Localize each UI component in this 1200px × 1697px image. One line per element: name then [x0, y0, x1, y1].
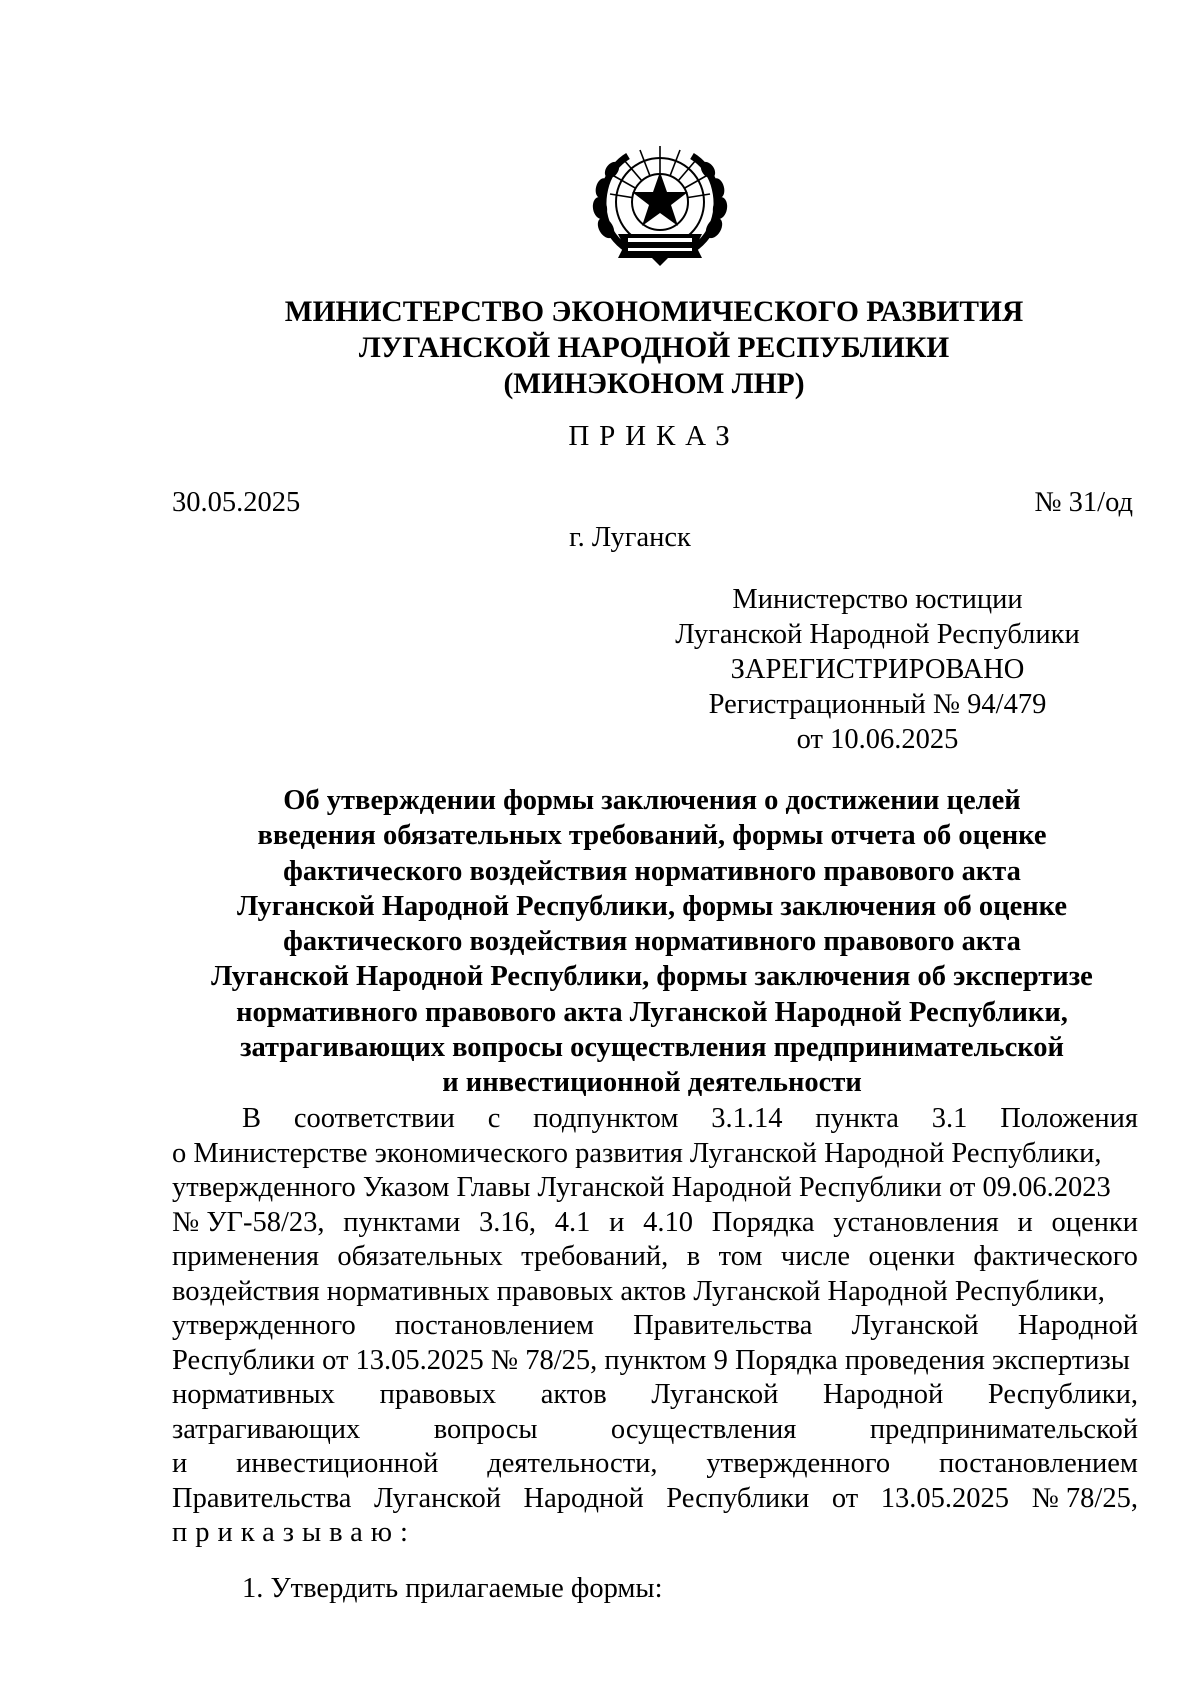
- body-word: оценки: [1051, 1206, 1138, 1238]
- body-word: Положения: [1000, 1103, 1138, 1134]
- body-line: [172, 1275, 1138, 1310]
- body-word: установления: [833, 1206, 999, 1238]
- body-line: [172, 1482, 1138, 1517]
- body-word: инвестиционной: [236, 1448, 439, 1479]
- body-word: соответствии: [293, 1103, 455, 1134]
- body-word: Правительства: [172, 1482, 352, 1514]
- title-line: фактического воздействия нормативного правового акта: [283, 926, 1021, 958]
- body-word: пунктами: [343, 1206, 461, 1238]
- body-word: подпунктом: [533, 1103, 679, 1134]
- registration-line-3: ЗАРЕГИСТРИРОВАНО: [730, 654, 1025, 685]
- order-city: г. Луганск: [569, 522, 691, 553]
- body-line: [172, 1309, 1138, 1344]
- body-word: 13.05.2025: [880, 1482, 1010, 1514]
- body-word: обязательных: [337, 1241, 503, 1272]
- body-line: [172, 1344, 1138, 1379]
- order-title: [172, 783, 1132, 1101]
- body-word: № УГ-58/23,: [172, 1206, 325, 1238]
- body-word: постановлением: [939, 1448, 1138, 1479]
- body-word: воздействия нормативных правовых актов Луганской Народной Республики,: [172, 1275, 1105, 1307]
- body-word: том: [718, 1241, 763, 1272]
- ministry-abbreviation: (МИНЭКОНОМ ЛНР): [503, 368, 805, 400]
- body-word: 4.10: [643, 1206, 693, 1238]
- order-number: № 31/од: [1034, 487, 1133, 518]
- body-word: затрагивающих: [172, 1413, 361, 1445]
- body-word: деятельности,: [487, 1448, 658, 1479]
- body-word: вопросы: [433, 1413, 538, 1445]
- registration-line-1: Министерство юстиции: [732, 584, 1023, 615]
- body-line: [172, 1413, 1138, 1448]
- body-word: предпринимательской: [869, 1413, 1138, 1445]
- body-word: о Министерстве экономического развития Луганской Народной Республики,: [172, 1137, 1102, 1169]
- body-word: от: [831, 1482, 859, 1514]
- body-word: 3.16,: [478, 1206, 536, 1238]
- body-word: осуществления: [610, 1413, 797, 1445]
- body-word: нормативных: [172, 1379, 335, 1410]
- body-word: 3.1.14: [711, 1103, 783, 1134]
- body-word: правовых: [379, 1379, 497, 1410]
- body-word: В: [242, 1103, 262, 1134]
- body-word: Луганской: [373, 1482, 501, 1514]
- body-word: утвержденного: [172, 1310, 356, 1341]
- registration-line-5: от 10.06.2025: [796, 724, 959, 755]
- body-word: утвержденного: [706, 1448, 891, 1479]
- coat-of-arms-emblem: [592, 142, 728, 268]
- body-line: [172, 1206, 1138, 1241]
- title-line: фактического воздействия нормативного правового акта: [283, 855, 1021, 887]
- body-line: [172, 1137, 1138, 1172]
- title-line: и инвестиционной деятельности: [442, 1067, 862, 1099]
- body-line: [172, 1378, 1138, 1413]
- body-line: [172, 1171, 1138, 1206]
- body-word: и: [1017, 1206, 1033, 1238]
- order-date: 30.05.2025: [172, 487, 301, 518]
- title-line: затрагивающих вопросы осуществления предпринимательской: [240, 1032, 1064, 1064]
- body-line: [172, 1102, 1138, 1137]
- body-line: [172, 1447, 1138, 1482]
- body-word: фактического: [973, 1241, 1138, 1272]
- order-word-line: [172, 1516, 1138, 1551]
- body-word: № 78/25,: [1031, 1482, 1138, 1514]
- body-word: Правительства: [633, 1310, 813, 1341]
- body-word: и: [172, 1448, 188, 1479]
- document-type: ПРИКАЗ: [568, 420, 740, 452]
- body-word: Луганской: [851, 1310, 979, 1341]
- body-word: применения: [172, 1241, 319, 1272]
- body-word: с: [487, 1103, 501, 1134]
- title-line: Луганской Народной Республики, формы заключения об экспертизе: [211, 961, 1093, 993]
- body-word: Республики,: [987, 1379, 1138, 1410]
- title-line: введения обязательных требований, формы отчета об оценке: [257, 820, 1047, 852]
- body-word: требований,: [521, 1241, 669, 1272]
- registration-stamp: [665, 582, 1090, 757]
- ministry-name-line-1: МИНИСТЕРСТВО ЭКОНОМИЧЕСКОГО РАЗВИТИЯ: [284, 296, 1024, 328]
- order-word: приказываю:: [172, 1517, 416, 1548]
- body-word: Народной: [823, 1379, 944, 1410]
- body-word: актов: [540, 1379, 607, 1410]
- body-word: 3.1: [931, 1103, 968, 1134]
- body-word: числе: [780, 1241, 850, 1272]
- body-word: пункта: [815, 1103, 899, 1134]
- registration-line-2: Луганской Народной Республики: [675, 619, 1080, 650]
- ministry-name-line-2: ЛУГАНСКОЙ НАРОДНОЙ РЕСПУБЛИКИ: [358, 332, 950, 364]
- title-line: Луганской Народной Республики, формы заключения об оценке: [236, 890, 1068, 922]
- body-word: 4.1: [554, 1206, 591, 1238]
- order-item-1: 1. Утвердить прилагаемые формы:: [242, 1573, 663, 1604]
- body-word: Народной: [1017, 1310, 1138, 1341]
- title-line: Об утверждении формы заключения о достижении целей: [283, 785, 1021, 816]
- body-word: утвержденного Указом Главы Луганской Народной Республики от 09.06.2023: [172, 1172, 1111, 1203]
- order-preamble: [172, 1102, 1138, 1551]
- body-word: Республики: [666, 1482, 810, 1514]
- body-word: Порядка: [711, 1206, 815, 1238]
- body-word: и: [609, 1206, 625, 1238]
- body-line: [172, 1240, 1138, 1275]
- body-word: Республики от 13.05.2025 № 78/25, пунктом 9 Порядка проведения экспертизы: [172, 1344, 1130, 1376]
- body-word: постановлением: [394, 1310, 594, 1341]
- registration-line-4: Регистрационный № 94/479: [708, 689, 1047, 720]
- body-word: Народной: [523, 1482, 644, 1514]
- body-word: оценки: [868, 1241, 955, 1272]
- title-line: нормативного правового акта Луганской Народной Республики,: [236, 996, 1068, 1028]
- body-word: в: [686, 1241, 701, 1272]
- body-word: Луганской: [651, 1379, 779, 1410]
